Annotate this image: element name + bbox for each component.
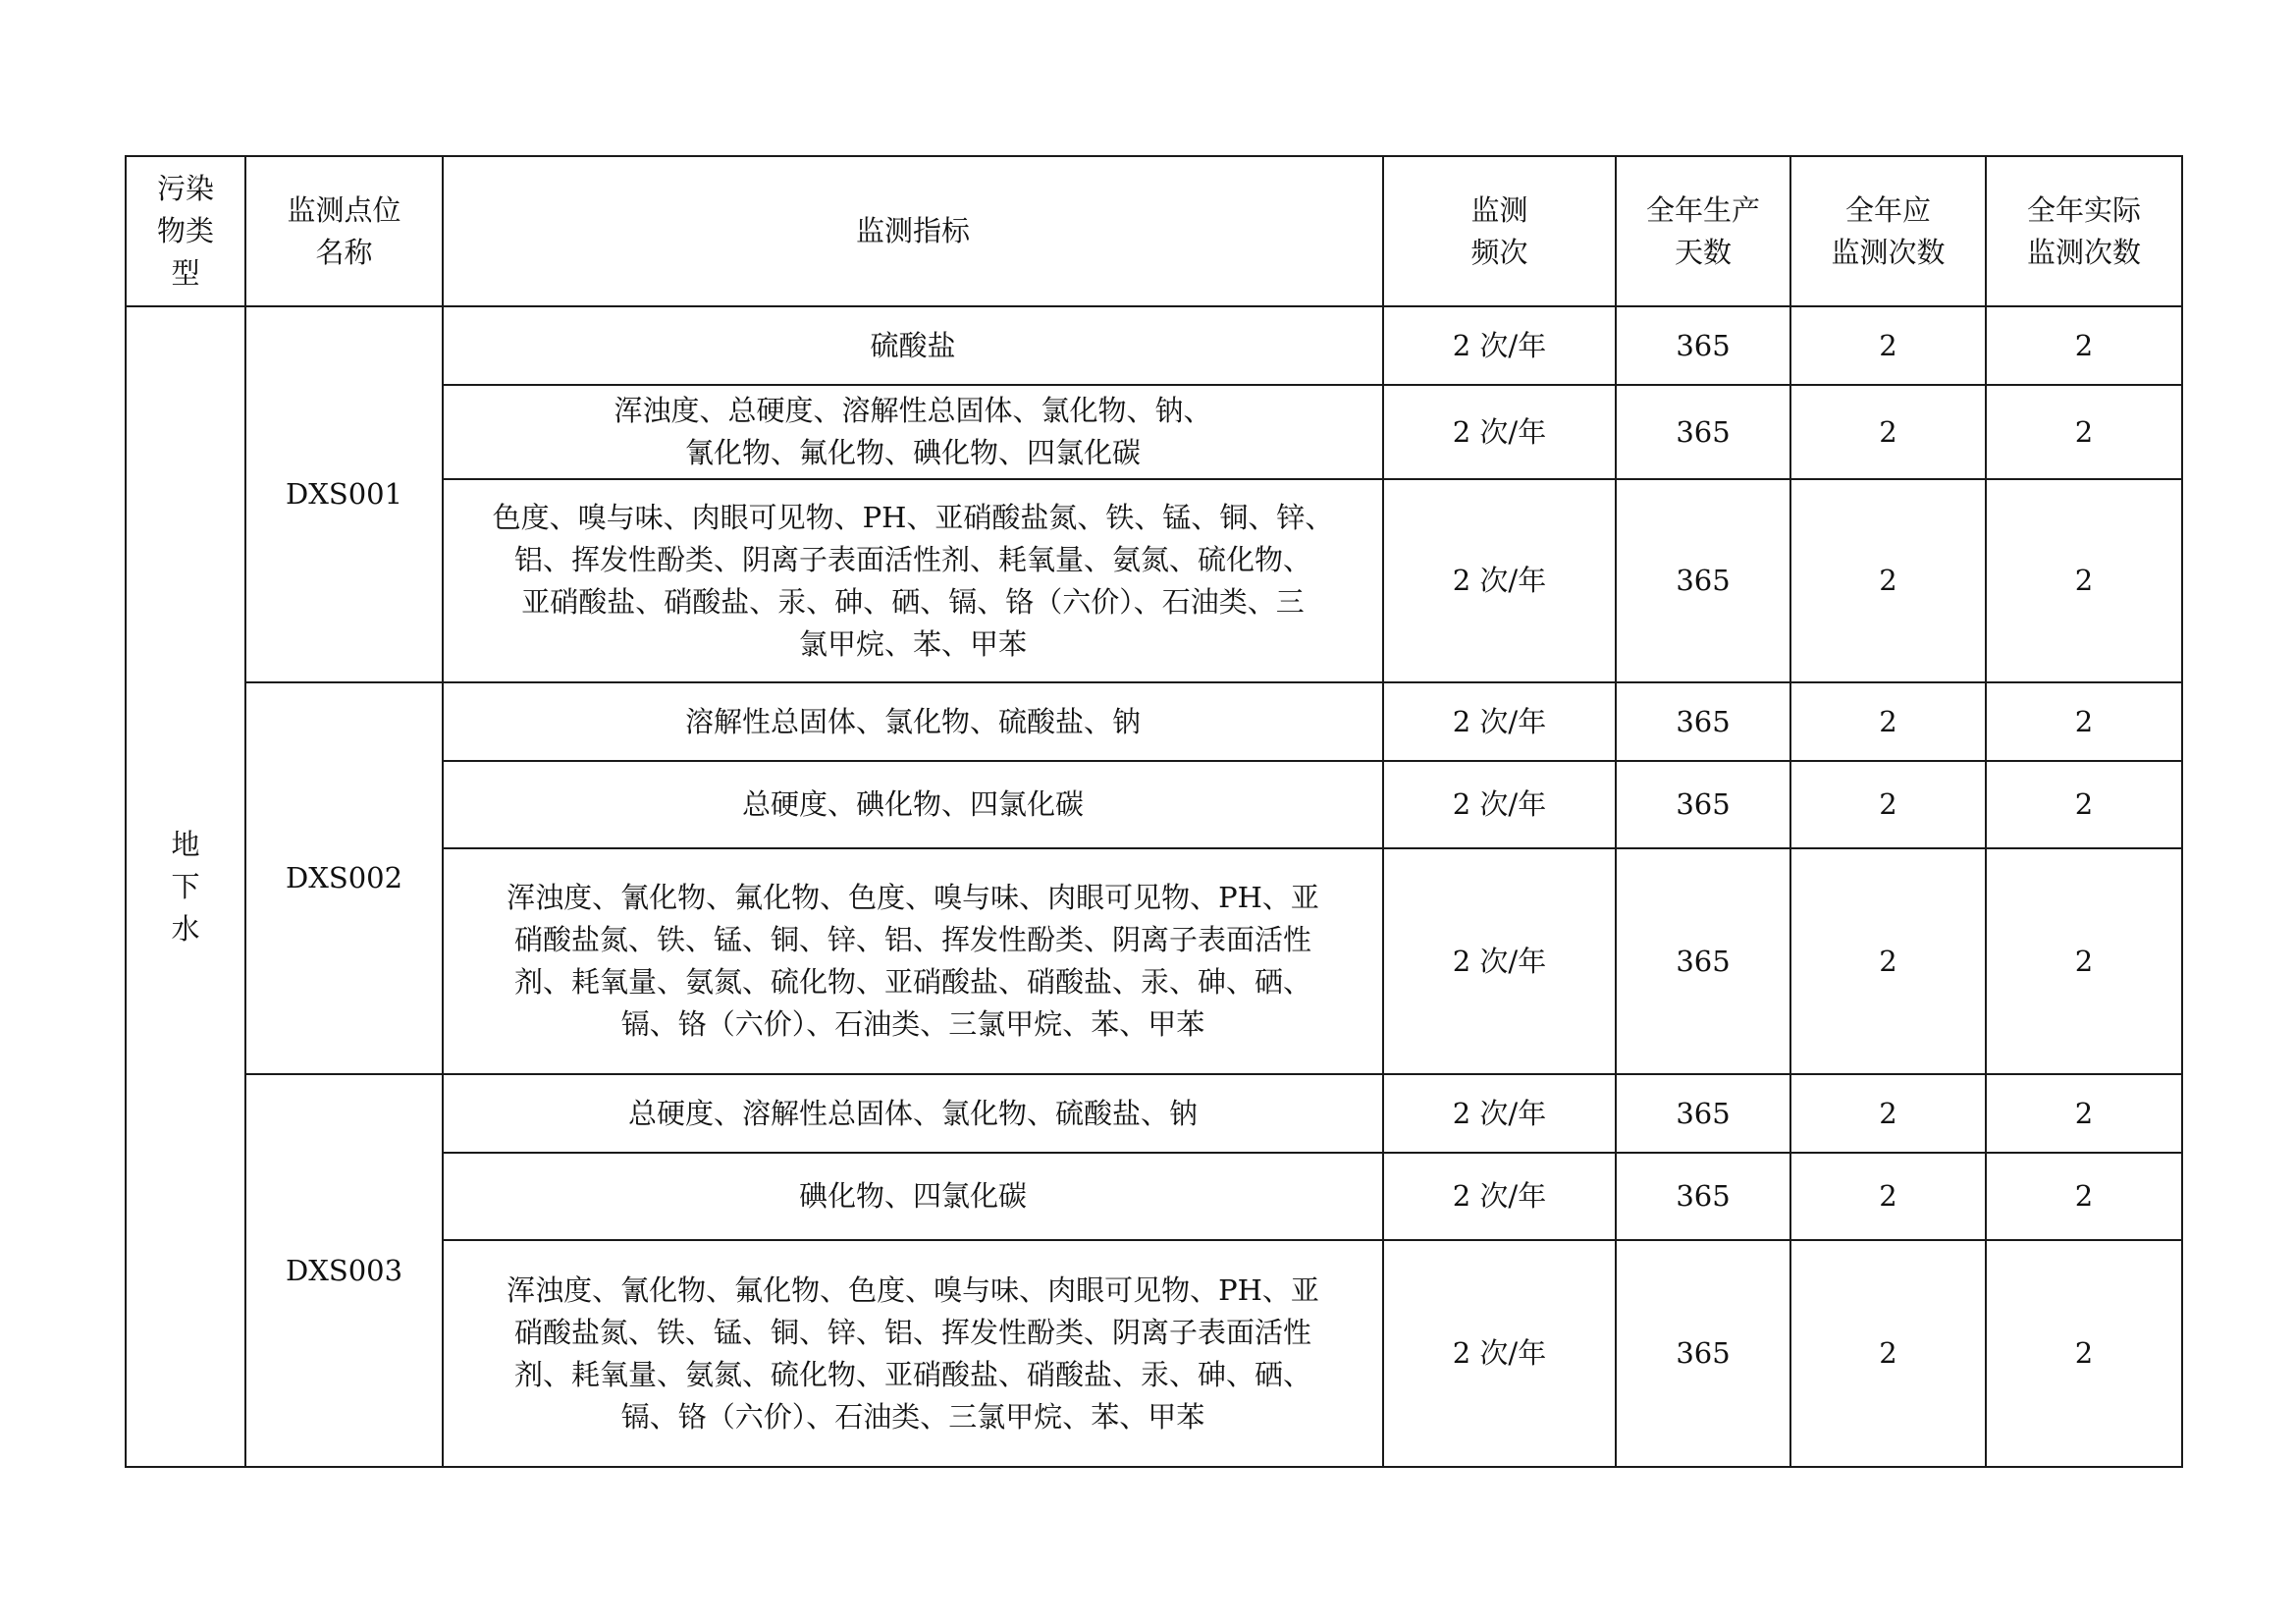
- actual-count-cell: 2: [1986, 1240, 2182, 1467]
- header-actual-count: [1986, 156, 2182, 306]
- days-cell: 365: [1616, 385, 1790, 479]
- frequency-cell: 2 次/年: [1383, 1240, 1616, 1467]
- header-point-name-line: 监测点位: [287, 192, 401, 227]
- header-production-days-line: 天数: [1674, 235, 1732, 269]
- days-cell: 365: [1616, 306, 1790, 385]
- header-row: [126, 156, 2182, 306]
- header-pollutant-type: [126, 156, 245, 306]
- pollutant-type-char: 下: [171, 869, 200, 903]
- indicator-line: 亚硝酸盐、硝酸盐、汞、砷、硒、镉、铬（六价）、石油类、三: [521, 584, 1305, 619]
- planned-count-cell: 2: [1790, 1074, 1986, 1153]
- indicator-line: 色度、嗅与味、肉眼可见物、PH、亚硝酸盐氮、铁、锰、铜、锌、: [492, 500, 1334, 534]
- actual-count-cell: 2: [1986, 306, 2182, 385]
- days-cell: 365: [1616, 761, 1790, 848]
- indicator-line: 碘化物、四氯化碳: [798, 1179, 1027, 1213]
- actual-count-cell: 2: [1986, 1153, 2182, 1240]
- planned-count-cell: 2: [1790, 761, 1986, 848]
- pollutant-type-cell: [126, 306, 245, 1467]
- frequency-cell: 2 次/年: [1383, 385, 1616, 479]
- indicator-cell: [443, 761, 1383, 848]
- indicator-cell: [443, 306, 1383, 385]
- header-planned-count-line: 全年应: [1844, 192, 1931, 227]
- header-point-name: [245, 156, 443, 306]
- header-actual-count-line: 全年实际: [2026, 192, 2141, 227]
- planned-count-cell: 2: [1790, 1153, 1986, 1240]
- table-row: [126, 682, 2182, 761]
- indicator-line: 浑浊度、氰化物、氟化物、色度、嗅与味、肉眼可见物、PH、亚: [507, 1272, 1319, 1307]
- header-production-days: [1616, 156, 1790, 306]
- days-cell: 365: [1616, 682, 1790, 761]
- indicator-line: 镉、铬（六价）、石油类、三氯甲烷、苯、甲苯: [620, 1399, 1205, 1434]
- header-frequency-line: 频次: [1470, 235, 1528, 269]
- header-point-name-line: 名称: [315, 235, 373, 269]
- actual-count-cell: 2: [1986, 761, 2182, 848]
- indicator-cell: [443, 1240, 1383, 1467]
- header-pollutant-type-line: 污染: [156, 172, 214, 205]
- table-row: [126, 306, 2182, 385]
- indicator-line: 剂、耗氧量、氨氮、硫化物、亚硝酸盐、硝酸盐、汞、砷、硒、: [513, 965, 1311, 999]
- indicator-cell: [443, 1153, 1383, 1240]
- point-name-cell: DXS001: [245, 306, 443, 682]
- actual-count-cell: 2: [1986, 1074, 2182, 1153]
- indicator-line: 浑浊度、氰化物、氟化物、色度、嗅与味、肉眼可见物、PH、亚: [507, 881, 1319, 914]
- actual-count-cell: 2: [1986, 479, 2182, 682]
- indicator-line: 溶解性总固体、氯化物、硫酸盐、钠: [684, 704, 1141, 738]
- indicator-line: 氯甲烷、苯、甲苯: [798, 626, 1027, 661]
- actual-count-cell: 2: [1986, 682, 2182, 761]
- indicator-cell: [443, 385, 1383, 479]
- indicator-line: 浑浊度、总硬度、溶解性总固体、氯化物、钠、: [614, 394, 1212, 427]
- planned-count-cell: 2: [1790, 479, 1986, 682]
- monitoring-table: [125, 155, 2183, 1468]
- planned-count-cell: 2: [1790, 848, 1986, 1074]
- header-planned-count: [1790, 156, 1986, 306]
- planned-count-cell: 2: [1790, 682, 1986, 761]
- header-indicator: 监测指标: [443, 156, 1383, 306]
- header-frequency-line: 监测: [1470, 192, 1528, 227]
- header-production-days-line: 全年生产: [1645, 192, 1760, 227]
- indicator-line: 铝、挥发性酚类、阴离子表面活性剂、耗氧量、氨氮、硫化物、: [513, 542, 1311, 576]
- indicator-line: 硝酸盐氮、铁、锰、铜、锌、铝、挥发性酚类、阴离子表面活性: [513, 1315, 1311, 1349]
- days-cell: 365: [1616, 848, 1790, 1074]
- indicator-line: 氰化物、氟化物、碘化物、四氯化碳: [684, 436, 1141, 469]
- frequency-cell: 2 次/年: [1383, 682, 1616, 761]
- header-planned-count-line: 监测次数: [1831, 235, 1946, 269]
- header-pollutant-type-line: 型: [171, 256, 200, 290]
- indicator-cell: [443, 682, 1383, 761]
- planned-count-cell: 2: [1790, 306, 1986, 385]
- indicator-line: 硝酸盐氮、铁、锰、铜、锌、铝、挥发性酚类、阴离子表面活性: [513, 923, 1311, 956]
- indicator-line: 镉、铬（六价）、石油类、三氯甲烷、苯、甲苯: [620, 1007, 1205, 1041]
- frequency-cell: 2 次/年: [1383, 479, 1616, 682]
- actual-count-cell: 2: [1986, 385, 2182, 479]
- indicator-line: 剂、耗氧量、氨氮、硫化物、亚硝酸盐、硝酸盐、汞、砷、硒、: [513, 1357, 1311, 1391]
- days-cell: 365: [1616, 479, 1790, 682]
- days-cell: 365: [1616, 1240, 1790, 1467]
- pollutant-type-char: 水: [171, 911, 200, 946]
- table-row: [126, 1074, 2182, 1153]
- header-pollutant-type-line: 物类: [156, 214, 214, 247]
- frequency-cell: 2 次/年: [1383, 848, 1616, 1074]
- frequency-cell: 2 次/年: [1383, 1153, 1616, 1240]
- pollutant-type-char: 地: [171, 827, 200, 861]
- frequency-cell: 2 次/年: [1383, 1074, 1616, 1153]
- indicator-line: 总硬度、溶解性总固体、氯化物、硫酸盐、钠: [627, 1096, 1198, 1130]
- days-cell: 365: [1616, 1074, 1790, 1153]
- days-cell: 365: [1616, 1153, 1790, 1240]
- indicator-line: 总硬度、碘化物、四氯化碳: [741, 787, 1084, 821]
- frequency-cell: 2 次/年: [1383, 306, 1616, 385]
- indicator-cell: [443, 1074, 1383, 1153]
- planned-count-cell: 2: [1790, 385, 1986, 479]
- planned-count-cell: 2: [1790, 1240, 1986, 1467]
- indicator-cell: [443, 479, 1383, 682]
- indicator-cell: [443, 848, 1383, 1074]
- frequency-cell: 2 次/年: [1383, 761, 1616, 848]
- header-frequency: [1383, 156, 1616, 306]
- actual-count-cell: 2: [1986, 848, 2182, 1074]
- point-name-cell: DXS002: [245, 682, 443, 1074]
- indicator-line: 硫酸盐: [870, 328, 956, 362]
- header-actual-count-line: 监测次数: [2026, 235, 2141, 269]
- point-name-cell: DXS003: [245, 1074, 443, 1467]
